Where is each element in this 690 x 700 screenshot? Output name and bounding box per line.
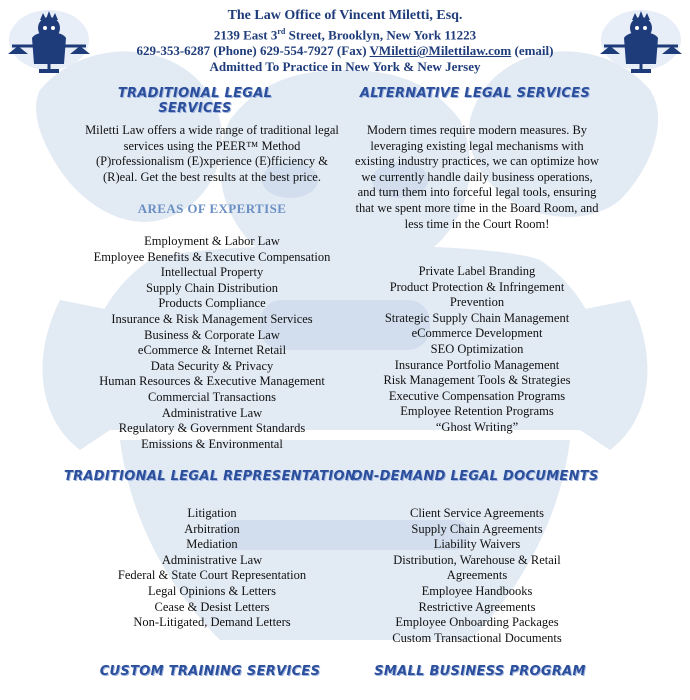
traditional-services-intro: Miletti Law offers a wide range of traditional legal services using the PEER™ Method (P)rofessionalism (E)xperience (E)fficiency & (R)eal. Get the best results at the best price. (85, 123, 339, 184)
expertise-item: Supply Chain Distribution (146, 280, 278, 295)
address-ordinal: rd (277, 27, 286, 36)
expertise-item: Human Resources & Executive Management (99, 374, 325, 389)
email-suffix: (email) (514, 43, 554, 59)
expertise-item: Business & Corporate Law (144, 327, 280, 342)
expertise-item: eCommerce & Internet Retail (137, 343, 287, 358)
alternative-services-intro: Modern times require modern measures. By leveraging existing legal mechanisms with existing industry practices, we can optimize how we currently handle daily business operations, and turn them into forceful legal tools, ensuring that we spent more time in the Board Room, and less time in the Court Room! (354, 123, 600, 231)
firm-name: The Law Office of Vincent Miletti, Esq. (227, 8, 463, 23)
alternative-service-item: Product Protection & Infringement Prevention (389, 279, 565, 310)
address-line (110, 24, 580, 43)
representation-item: Non-Litigated, Demand Letters (133, 615, 291, 630)
representation-item: Mediation (186, 537, 238, 552)
scales-mascot-logo-icon (4, 6, 94, 74)
legal-representation-list (84, 506, 340, 631)
document-item: Custom Transactional Documents (392, 630, 562, 645)
letterhead (110, 8, 580, 75)
representation-item: Administrative Law (161, 552, 263, 567)
areas-of-expertise-title: AREAS OF EXPERTISE (137, 201, 287, 216)
alternative-service-item: Risk Management Tools & Strategies (383, 373, 571, 388)
representation-item: Cease & Desist Letters (154, 599, 270, 614)
expertise-item: Employment & Labor Law (144, 234, 280, 248)
alternative-service-item: Insurance Portfolio Management (394, 357, 560, 372)
expertise-item: Products Compliance (158, 296, 266, 311)
address-rest: Street, Brooklyn, New York 11223 (285, 27, 477, 43)
alternative-services-title: ALTERNATIVE LEGAL SERVICES (359, 86, 591, 101)
legal-documents-title: ON-DEMAND LEGAL DOCUMENTS (351, 469, 599, 484)
legal-documents-list (377, 506, 577, 646)
email-link[interactable]: VMiletti@Milettilaw.com (369, 43, 512, 59)
document-item: Client Service Agreements (410, 506, 544, 520)
scales-mascot-logo-icon (596, 6, 686, 74)
representation-item: Arbitration (184, 521, 240, 536)
expertise-item: Regulatory & Government Standards (118, 421, 306, 436)
expertise-item: Commercial Transactions (147, 389, 277, 404)
expertise-item: Emissions & Environmental (141, 436, 283, 451)
legal-representation-title: TRADITIONAL LEGAL REPRESENTATION (63, 469, 357, 484)
alternative-service-item: Strategic Supply Chain Management (384, 310, 570, 325)
alternative-service-item: “Ghost Writing” (435, 419, 519, 434)
expertise-item: Insurance & Risk Management Services (111, 311, 313, 326)
small-business-title: SMALL BUSINESS PROGRAM (374, 664, 586, 679)
expertise-item: Administrative Law (161, 405, 263, 420)
expertise-item: Intellectual Property (160, 265, 264, 280)
representation-item: Litigation (187, 506, 237, 520)
contact-line (110, 43, 580, 59)
areas-of-expertise-list (60, 234, 364, 452)
alternative-services-list (375, 264, 579, 436)
representation-item: Legal Opinions & Letters (147, 583, 277, 598)
fax-number: 629-554-7927 (Fax) (260, 43, 367, 59)
alternative-service-item: Executive Compensation Programs (388, 388, 566, 403)
admission-line: Admitted To Practice in New York & New Jersey (209, 59, 481, 75)
document-item: Restrictive Agreements (418, 599, 536, 614)
document-item: Employee Handbooks (421, 583, 533, 598)
address-start: 2139 East 3 (213, 27, 278, 43)
expertise-item: Employee Benefits & Executive Compensation (93, 249, 331, 264)
document-item: Liability Waivers (433, 537, 521, 552)
expertise-item: Data Security & Privacy (150, 358, 274, 373)
representation-item: Federal & State Court Representation (117, 568, 307, 583)
document-item: Supply Chain Agreements (411, 521, 543, 536)
alternative-service-item: eCommerce Development (411, 326, 543, 341)
phone-number: 629-353-6287 (Phone) (136, 43, 257, 59)
alternative-service-item: Private Label Branding (418, 264, 536, 278)
alternative-service-item: Employee Retention Programs (400, 404, 554, 419)
document-item: Employee Onboarding Packages (395, 615, 559, 630)
traditional-services-title: TRADITIONAL LEGAL SERVICES (117, 86, 273, 116)
document-item: Distribution, Warehouse & Retail Agreements (393, 552, 561, 583)
alternative-service-item: SEO Optimization (430, 341, 524, 356)
custom-training-title: CUSTOM TRAINING SERVICES (99, 664, 321, 679)
